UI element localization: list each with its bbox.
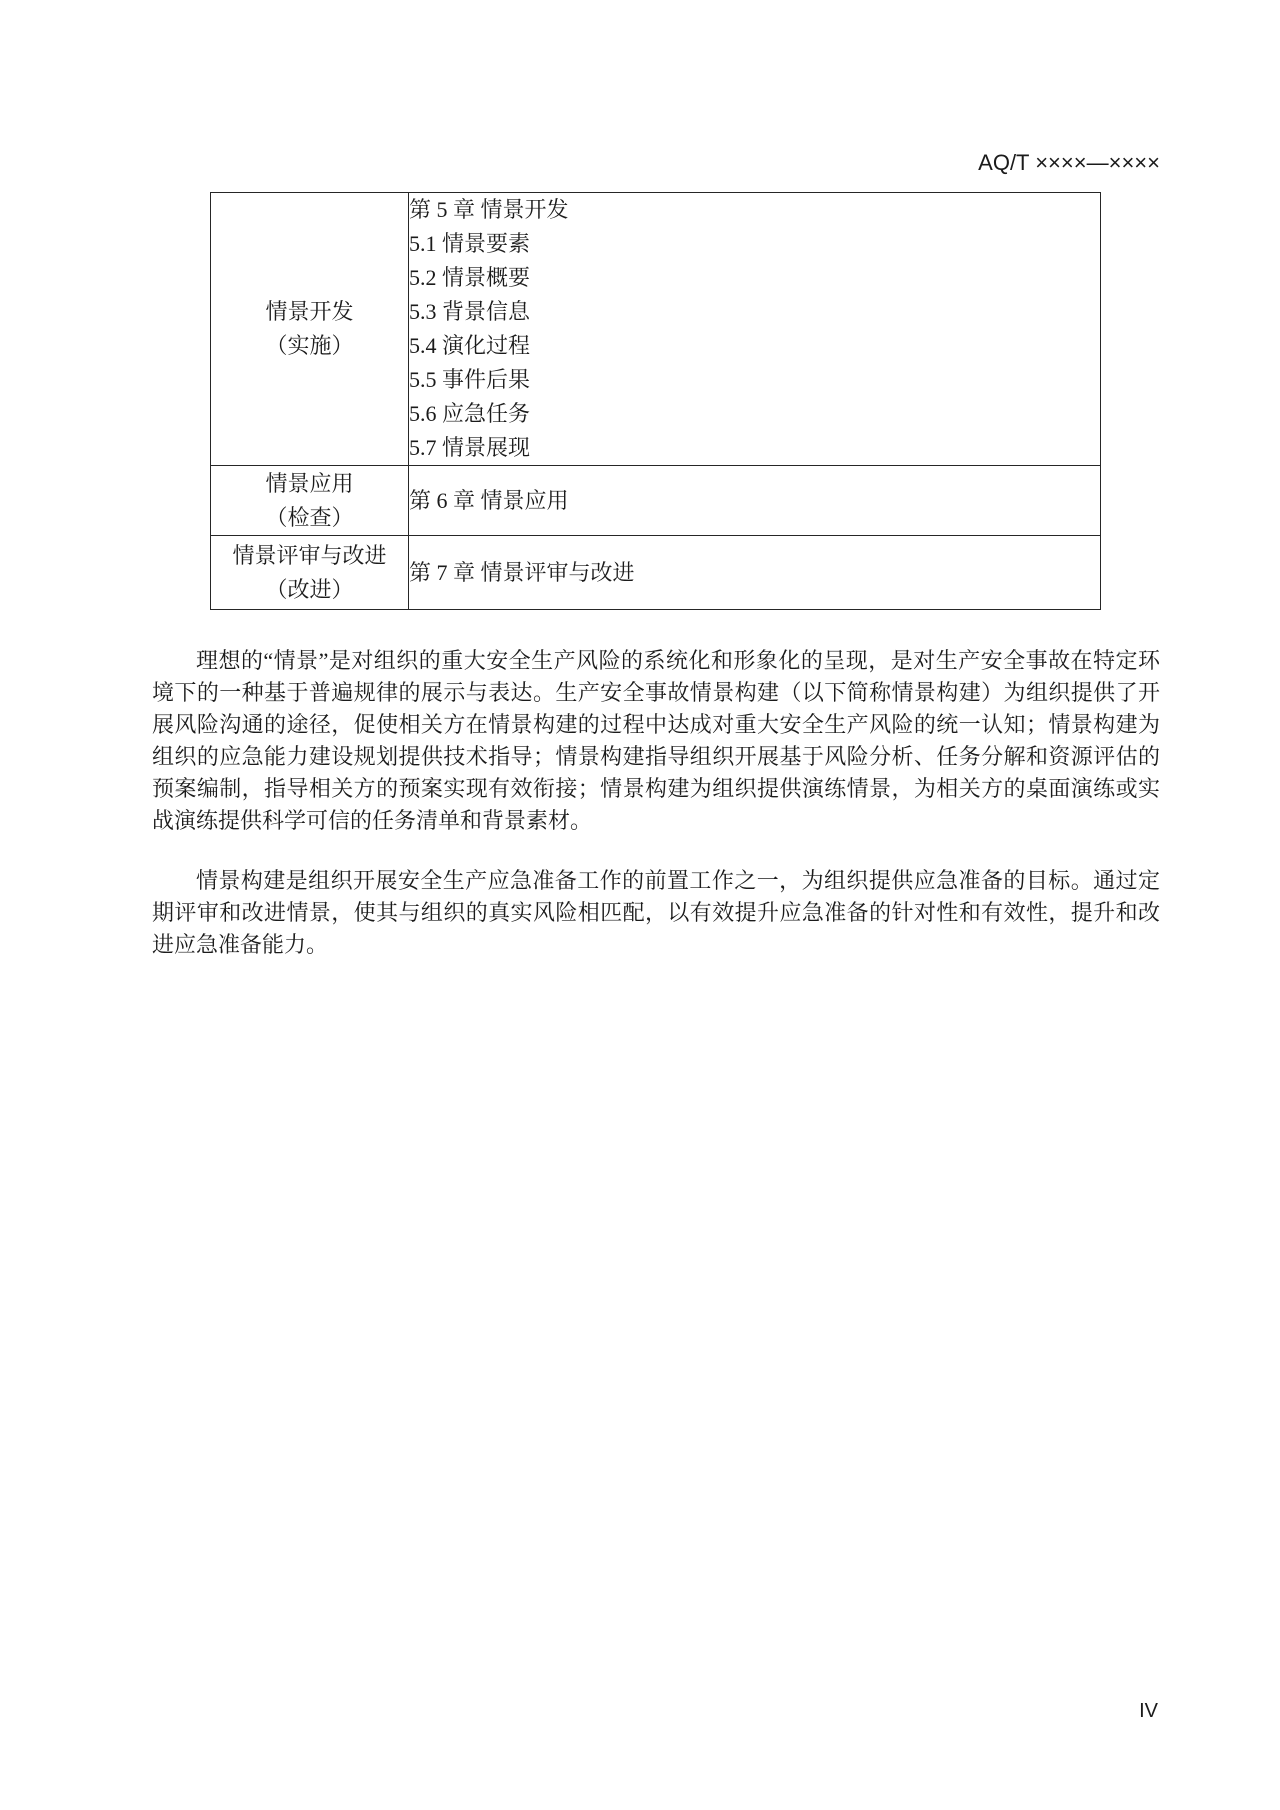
toc-line: 5.5 事件后果 xyxy=(409,367,531,392)
stage-cell-review xyxy=(211,536,409,610)
table-row-scenario-review xyxy=(211,536,1101,610)
toc-line: 5.7 情景展现 xyxy=(409,435,531,460)
stage-line: 情景开发 xyxy=(265,299,354,324)
table-row-scenario-development xyxy=(211,193,1101,466)
stage-line: （检查） xyxy=(265,504,354,530)
chapter-cell-application xyxy=(409,466,1101,536)
toc-line: 第 7 章 情景评审与改进 xyxy=(409,559,635,585)
stage-cell-application xyxy=(211,466,409,536)
page-number: IV xyxy=(1139,1700,1158,1722)
toc-line: 5.2 情景概要 xyxy=(409,265,531,290)
chapter-cell-development xyxy=(409,193,1101,466)
stage-line: （改进） xyxy=(265,576,354,602)
stage-line: （实施） xyxy=(265,333,354,358)
paragraph-scenario-definition: 理想的“情景”是对组织的重大安全生产风险的系统化和形象化的呈现，是对生产安全事故在特定环境下的一种基于普遍规律的展示与表达。生产安全事故情景构建（以下简称情景构建）为组织提供了开展风险沟通的途径，促使相关方在情景构建的过程中达成对重大安全生产风险的统一认知；情景构建为组织的应急能力建设规划提供技术指导；情景构建指导组织开展基于风险分析、任务分解和资源评估的预案编制，指导相关方的预案实现有效衔接；情景构建为组织提供演练情景，为相关方的桌面演练或实战演练提供科学可信的任务清单和背景素材。 xyxy=(152,648,1160,833)
toc-line: 第 6 章 情景应用 xyxy=(409,487,569,513)
stage-cell-development xyxy=(211,193,409,466)
chapter-cell-review xyxy=(409,536,1101,610)
table-row-scenario-application xyxy=(211,466,1101,536)
standard-number: AQ/T ××××—×××× xyxy=(978,150,1160,175)
toc-line: 5.3 背景信息 xyxy=(409,299,531,324)
stage-line: 情景应用 xyxy=(265,470,354,496)
toc-table xyxy=(210,192,1101,610)
toc-line: 5.4 演化过程 xyxy=(409,333,531,358)
toc-line: 5.6 应急任务 xyxy=(409,401,531,426)
toc-line: 5.1 情景要素 xyxy=(409,231,531,256)
paragraph-scenario-purpose: 情景构建是组织开展安全生产应急准备工作的前置工作之一，为组织提供应急准备的目标。通过定期评审和改进情景，使其与组织的真实风险相匹配，以有效提升应急准备的针对性和有效性，提升和改进应急准备能力。 xyxy=(152,868,1160,957)
body-text xyxy=(152,645,1160,961)
toc-line: 第 5 章 情景开发 xyxy=(409,197,569,222)
stage-line: 情景评审与改进 xyxy=(232,542,387,568)
